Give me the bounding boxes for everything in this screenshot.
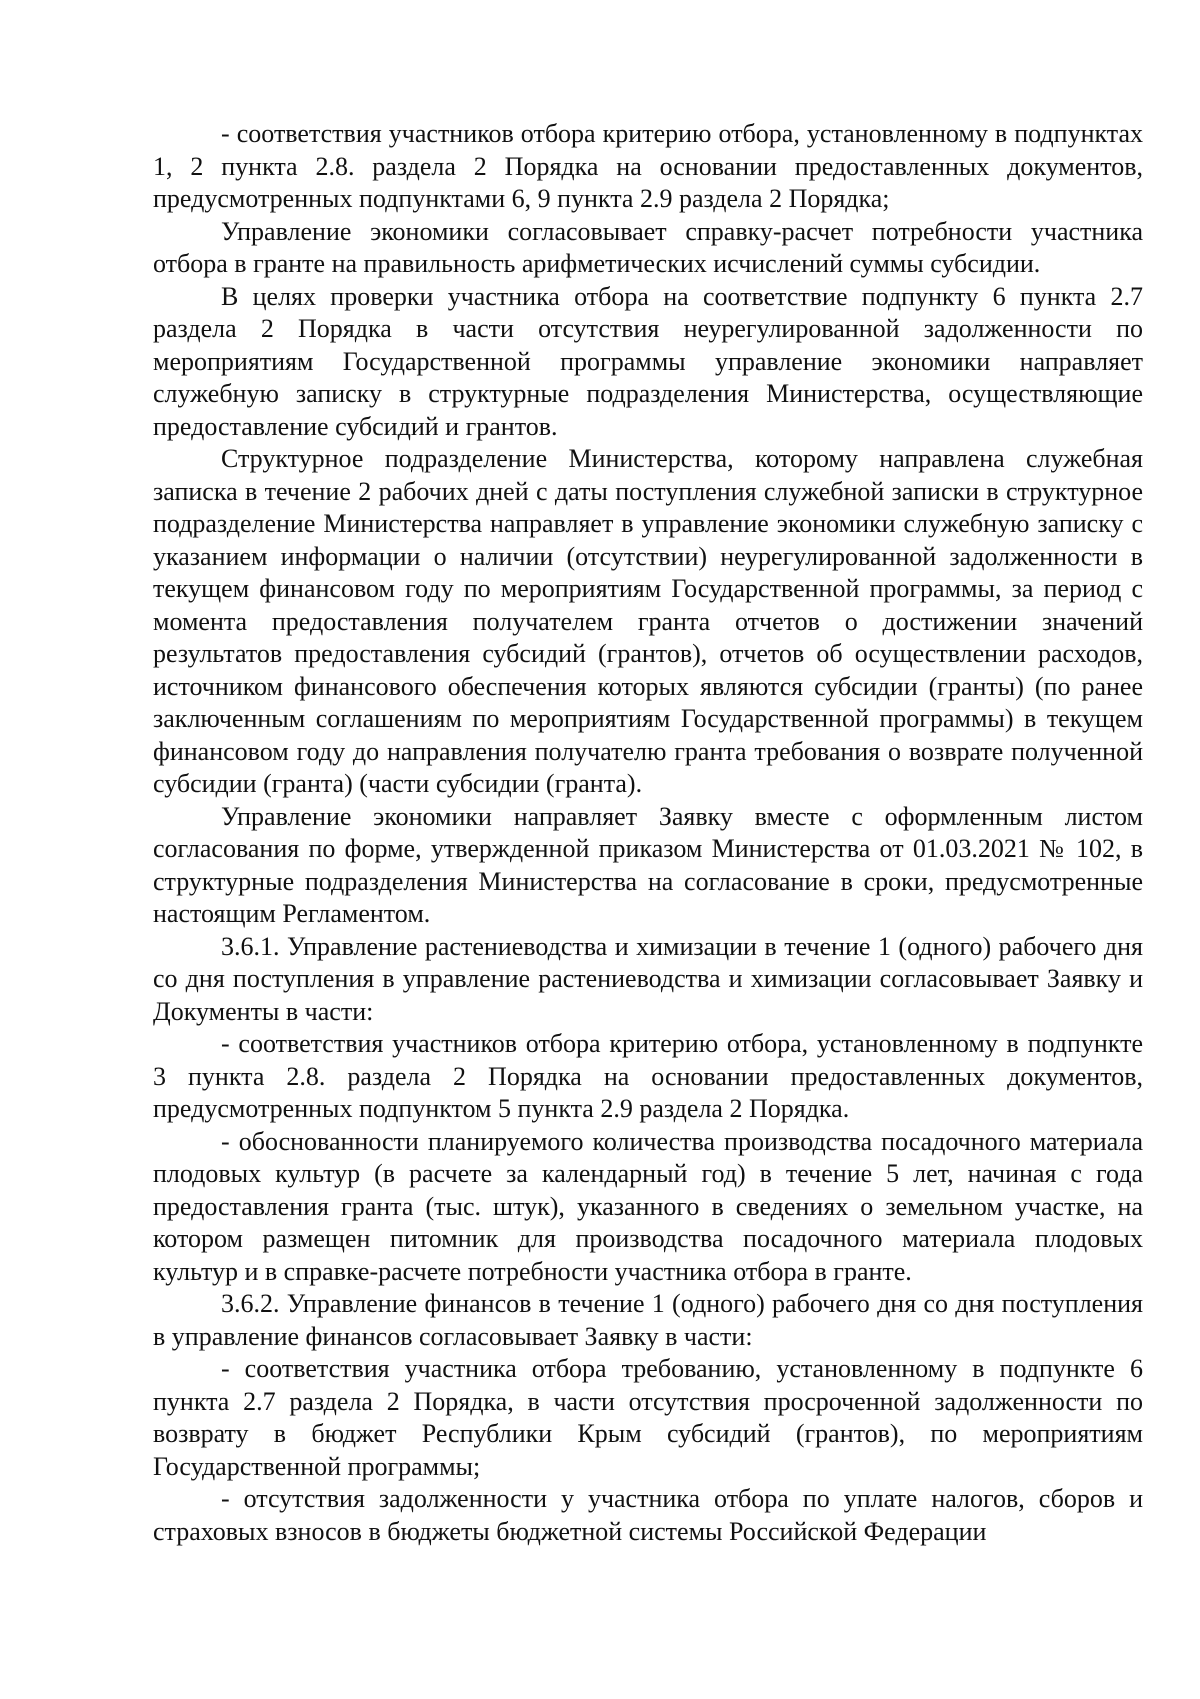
paragraph-overdue-debt-requirement: - соответствия участника отбора требованию, установленному в подпункте 6 пункта 2.7 раздела 2 Порядка, в части отсутствия просроченной задолженности по возврату в бюджет Республики Крым субсидий (грантов), по мероприятиям Государственной программы; (153, 1354, 1143, 1481)
paragraph-planting-material-justification: - обоснованности планируемого количества производства посадочного материала плодовых культур (в расчете за календарный год) в течение 5 лет, начиная с года предоставления гранта (тыс. штук), указанного в сведениях о земельном участке, на котором размещен питомник для производства посадочного материала плодовых культур и в справке-расчете потребности участника отбора в гранте. (153, 1126, 1143, 1286)
paragraph-section-3-6-1: 3.6.1. Управление растениеводства и химизации в течение 1 (одного) рабочего дня со дня поступления в управление растениеводства и химизации согласовывает Заявку и Документы в части: (153, 931, 1143, 1026)
paragraph-criteria-subpoint-3: - соответствия участников отбора критерию отбора, установленному в подпункте 3 пункта 2.8. раздела 2 Порядка на основании предоставленных документов, предусмотренных подпунктом 5 пункта 2.9 раздела 2 Порядка. (153, 1029, 1143, 1123)
paragraph-section-3-6-2: 3.6.2. Управление финансов в течение 1 (одного) рабочего дня со дня поступления в управление финансов согласовывает Заявку в части: (153, 1289, 1143, 1351)
paragraph-debt-check-memo: В целях проверки участника отбора на соответствие подпункту 6 пункта 2.7 раздела 2 Порядка в части отсутствия неурегулированной задолженности по мероприятиям Государственной программы управление экономики направляет служебную записку в структурные подразделения Министерства, осуществляющие предоставление субсидий и грантов. (153, 281, 1143, 441)
paragraph-criteria-subpoints-1-2: - соответствия участников отбора критерию отбора, установленному в подпунктах 1, 2 пункта 2.8. раздела 2 Порядка на основании предоставленных документов, предусмотренных подпунктами 6, 9 пункта 2.9 раздела 2 Порядка; (153, 119, 1143, 213)
paragraph-economics-calculation: Управление экономики согласовывает справку-расчет потребности участника отбора в гранте на правильность арифметических исчислений суммы субсидии. (153, 216, 1143, 278)
paragraph-tax-debt-absence: - отсутствия задолженности у участника отбора по уплате налогов, сборов и страховых взносов в бюджеты бюджетной системы Российской Федерации (153, 1484, 1143, 1546)
document-page (153, 118, 1143, 1548)
paragraph-structural-unit-response: Структурное подразделение Министерства, которому направлена служебная записка в течение 2 рабочих дней с даты поступления служебной записки в структурное подразделение Министерства направляет в управление экономики служебную записку с указанием информации о наличии (отсутствии) неурегулированной задолженности в текущем финансовом году по мероприятиям Государственной программы, за период с момента предоставления получателем гранта отчетов о достижении значений результатов предоставления субсидий (грантов), отчетов об осуществлении расходов, источником финансового обеспечения которых являются субсидии (гранты) (по ранее заключенным соглашениям по мероприятиям Государственной программы) в текущем финансовом году до направления получателю гранта требования о возврате полученной субсидии (гранта) (части субсидии (гранта). (153, 444, 1143, 798)
paragraph-approval-sheet: Управление экономики направляет Заявку вместе с оформленным листом согласования по форме, утвержденной приказом Министерства от 01.03.2021 № 102, в структурные подразделения Министерства на согласование в сроки, предусмотренные настоящим Регламентом. (153, 801, 1143, 928)
